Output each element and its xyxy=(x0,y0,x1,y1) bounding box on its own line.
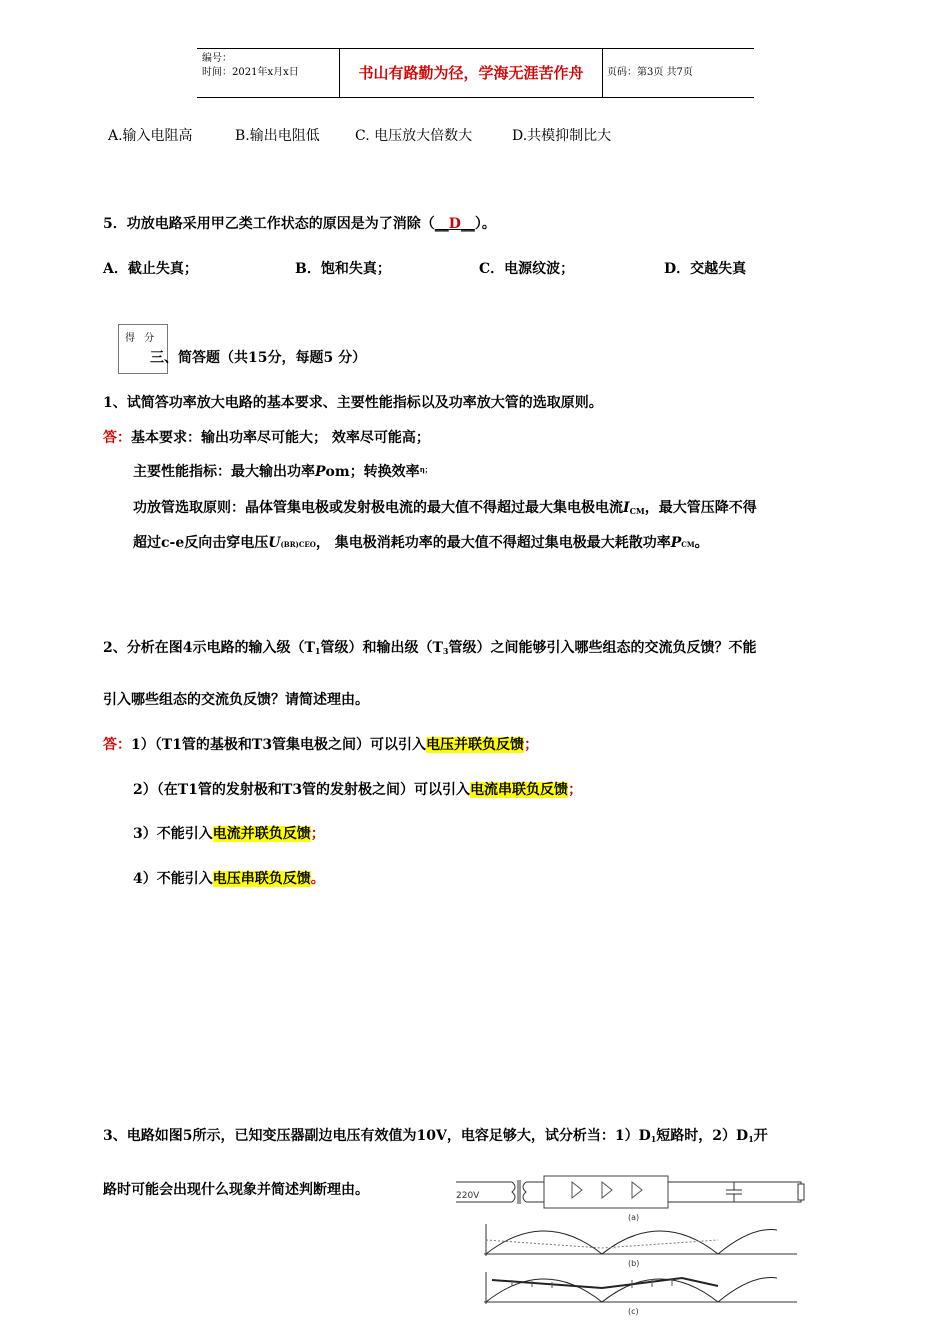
sq2-a2-end: ； xyxy=(568,782,583,798)
sq1-answer-label: 答： xyxy=(103,430,131,446)
page-info: 页码：第3页 共7页 xyxy=(607,67,693,78)
sq3-question-line1 xyxy=(103,1125,768,1145)
waveform-b-curve xyxy=(486,1230,777,1255)
sq1-line4-p: P xyxy=(670,535,682,551)
sq1-line2-mid: ；转换效率 xyxy=(349,464,420,480)
code-label: 编号： xyxy=(202,53,232,64)
sq3-question-line2: 路时可能会出现什么现象并简述判断理由。 xyxy=(103,1182,369,1198)
q4-option-b: B.输出电阻低 xyxy=(235,128,320,144)
q5-blank xyxy=(435,216,475,232)
q4-option-d: D.共模抑制比大 xyxy=(512,128,612,144)
sq1-line1-text: 基本要求：输出功率尽可能大； 效率尽可能高； xyxy=(131,430,430,446)
sq2-q-a: 2、分析在图4示电路的输入级（T xyxy=(103,640,315,656)
sq1-line4-pre: 超过c-e反向击穿电压 xyxy=(133,535,269,551)
page-header xyxy=(197,48,754,98)
sq1-line2-p: P xyxy=(315,464,326,480)
sq1-line3-cm: CM xyxy=(629,506,645,516)
q5-option-a: A．截止失真； xyxy=(103,261,198,277)
sq1-line2-om: om xyxy=(325,464,350,480)
sq1-line4-sub2: CM xyxy=(681,540,695,549)
sq1-line4 xyxy=(133,532,709,552)
label-a: (a) xyxy=(628,1213,640,1222)
q5-stem xyxy=(103,213,496,233)
sq2-q-sub3: 3 xyxy=(442,646,449,656)
section3-title: 三、简答题（共15分，每题5 分） xyxy=(150,350,367,366)
sq1-line4-u: U xyxy=(268,535,281,551)
sq2-q-c: 管级）之间能够引入哪些组态的交流负反馈？不能 xyxy=(448,640,757,656)
sq1-line4-sub: (BR)CEO xyxy=(280,540,316,549)
sq2-answer-label: 答： xyxy=(103,737,131,753)
q4-option-a: A.输入电阻高 xyxy=(108,128,193,144)
label-b: (b) xyxy=(628,1259,640,1268)
q5-blank-pre: __ xyxy=(434,216,449,232)
source-label: 220V xyxy=(456,1191,480,1201)
waveform-b xyxy=(484,1224,797,1256)
q5-option-d: D．交越失真 xyxy=(664,261,747,277)
figure-5 xyxy=(452,1168,836,1316)
sq2-question-line2: 引入哪些组态的交流负反馈？请简述理由。 xyxy=(103,692,369,708)
waveform-c xyxy=(484,1272,797,1304)
sq2-a2-pre: 2）（在T1管的发射极和T3管的发射极之间）可以引入 xyxy=(133,782,471,798)
sq2-a1-highlight: 电压并联负反馈 xyxy=(426,737,525,753)
sq1-line2-pre: 主要性能指标：最大输出功率 xyxy=(133,464,315,480)
q5-blank-post: __ xyxy=(460,216,475,232)
sq2-answer-3 xyxy=(133,823,325,843)
sq2-q-sub1: 1 xyxy=(314,646,321,656)
sq2-a2-highlight: 电流串联负反馈 xyxy=(470,782,569,798)
sq1-line3 xyxy=(133,497,757,517)
sq3-line1-a: 3、电路如图5所示，已知变压器副边电压有效值为10V，电容足够大，试分析当：1）D xyxy=(103,1128,651,1144)
sq1-line3-i: I xyxy=(623,500,630,516)
time-label: 时间：2021年x月x日 xyxy=(202,67,299,78)
q5-option-c: C．电源纹波； xyxy=(479,261,575,277)
sq2-a3-end: ； xyxy=(310,826,325,842)
sq2-a4-end: 。 xyxy=(310,871,325,887)
score-label: 得 分 xyxy=(125,333,158,344)
sq2-q-b: 管级）和输出级（T xyxy=(320,640,443,656)
sq2-answer-2 xyxy=(133,779,582,799)
sq3-line1-c: 开 xyxy=(753,1128,768,1144)
header-left-cell xyxy=(197,49,339,97)
sq2-a3-pre: 3）不能引入 xyxy=(133,826,213,842)
circuit-diagram xyxy=(456,1176,804,1208)
sq1-line3-pre: 功放管选取原则：晶体管集电极或发射极电流的最大值不得超过最大集电极电流 xyxy=(133,500,623,516)
transformer-primary xyxy=(512,1182,515,1202)
sq1-line4-mid: ， 集电极消耗功率的最大值不得超过集电极最大耗散功率 xyxy=(315,535,671,551)
sq2-answer-4 xyxy=(133,868,325,888)
sq2-a1-end: ； xyxy=(524,737,539,753)
label-c: (c) xyxy=(628,1307,639,1316)
sq2-question-line1 xyxy=(103,637,756,657)
bridge-rectifier xyxy=(544,1176,668,1208)
sq1-line4-end: 。 xyxy=(694,535,709,551)
sq2-a1-pre: 1）（T1管的基极和T3管集电极之间）可以引入 xyxy=(131,737,427,753)
q5-answer: D xyxy=(448,216,461,232)
sq3-sub2: 1 xyxy=(748,1134,754,1144)
q5-option-b: B．饱和失真； xyxy=(295,261,391,277)
sq1-line2-eta: η； xyxy=(419,465,432,474)
transformer-secondary xyxy=(523,1182,526,1202)
sq2-a4-pre: 4）不能引入 xyxy=(133,871,213,887)
sq1-line1 xyxy=(103,427,430,447)
sq2-a4-highlight: 电压串联负反馈 xyxy=(212,871,311,887)
sq1-line2 xyxy=(133,461,432,481)
q4-option-c: C. 电压放大倍数大 xyxy=(355,128,473,144)
sq1-line3-post: ，最大管压降不得 xyxy=(644,500,757,516)
motto: 书山有路勤为径，学海无涯苦作舟 xyxy=(339,49,603,97)
q5-stem-before: 5．功放电路采用甲乙类工作状态的原因是为了消除（ xyxy=(103,216,435,232)
sq3-line1-b: 短路时，2）D xyxy=(656,1128,749,1144)
sq1-question: 1、试简答功率放大电路的基本要求、主要性能指标以及功率放大管的选取原则。 xyxy=(103,395,603,411)
sq3-sub1: 1 xyxy=(650,1134,657,1144)
q5-stem-after: ）。 xyxy=(474,216,496,232)
load-resistor xyxy=(798,1184,804,1200)
sq2-a3-highlight: 电流并联负反馈 xyxy=(212,826,311,842)
sq2-answer-1 xyxy=(103,734,538,754)
